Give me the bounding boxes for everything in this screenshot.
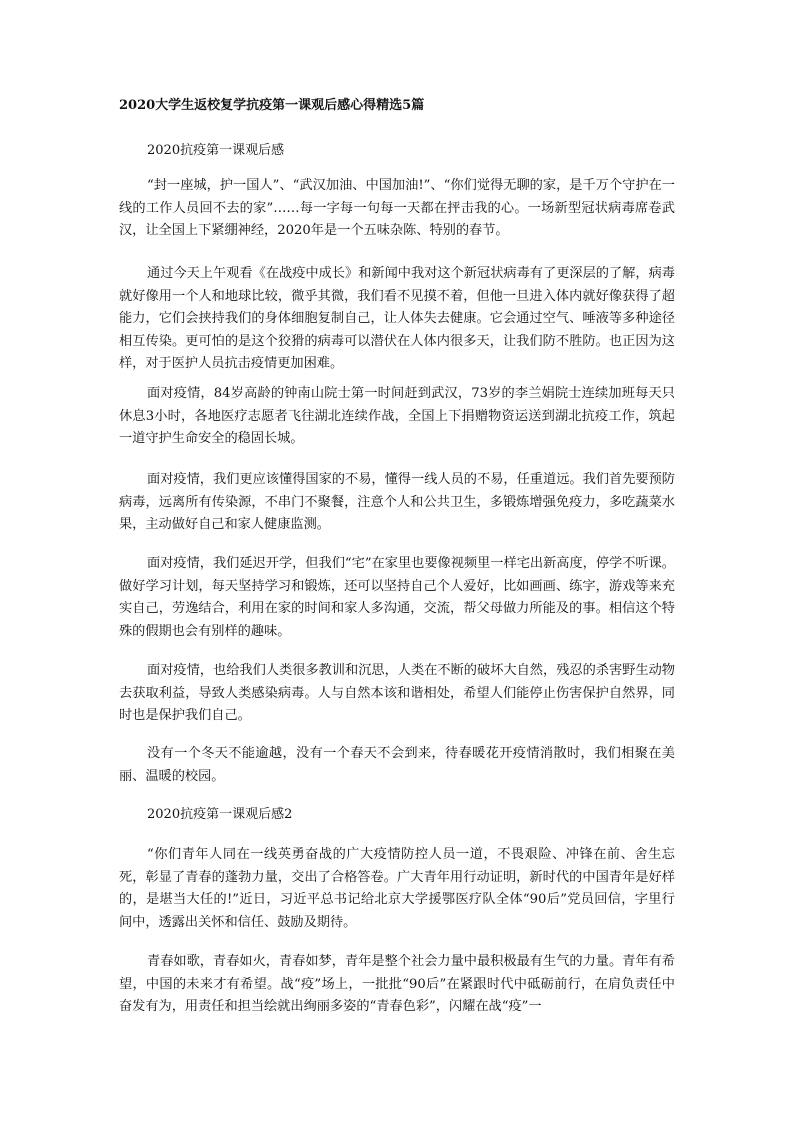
paragraph: 面对疫情，我们更应该懂得国家的不易，懂得一线人员的不易，任重道远。我们首先要预防病毒，远离所有传染源，不串门不聚餐，注意个人和公共卫生，多锻炼增强免疫力，多吃蔬菜水果，主动做好自己和家人健康监测。: [119, 472, 675, 533]
paragraph: 通过今天上午观看《在战疫中成长》和新闻中我对这个新冠状病毒有了更深层的了解，病毒就好像用一个人和地球比较，微乎其微，我们看不见摸不着，但他一旦进入体内就好像获得了超能力，它们会挟持我们的身体细胞复制自己，让人体失去健康。它会通过空气、唾液等多种途径相互传染。更可怕的是这个狡猾的病毒可以潜伏在人体内很多天，让我们防不胜防。也正因为这样，对于医护人员抗击疫情更加困难。: [119, 266, 675, 372]
paragraph: “封一座城，护一国人”、“武汉加油、中国加油!”、“你们觉得无聊的家，是千万个守护在一线的工作人员回不去的家”……每一字每一句每一天都在抨击我的心。一场新型冠状病毒席卷武汉，让全国上下紧绷神经，2020年是一个五味杂陈、特别的春节。: [119, 178, 675, 239]
paragraph: 面对疫情，也给我们人类很多教训和沉思，人类在不断的破坏大自然，残忍的杀害野生动物去获取利益，导致人类感染病毒。人与自然本该和谐相处，希望人们能停止伤害保护自然界，同时也是保护我们自己。: [119, 663, 675, 724]
section-heading-1: 2020抗疫第一课观后感: [147, 143, 285, 158]
section-heading-2: 2020抗疫第一课观后感2: [147, 807, 293, 822]
paragraph: “你们青年人同在一线英勇奋战的广大疫情防控人员一道，不畏艰险、冲锋在前、舍生忘死，彰显了青春的蓬勃力量，交出了合格答卷。广大青年用行动证明，新时代的中国青年是好样的，是堪当大任的!”近日，习近平总书记给北京大学援鄂医疗队全体“90后”党员回信，字里行间中，透露出关怀和信任、鼓励及期待。: [119, 847, 675, 930]
paragraph: 没有一个冬天不能逾越，没有一个春天不会到来，待春暖花开疫情消散时，我们相聚在美丽、温暖的校园。: [119, 746, 675, 784]
paragraph: 面对疫情，84岁高龄的钟南山院士第一时间赶到武汉，73岁的李兰娟院士连续加班每天只休息3小时，各地医疗志愿者飞往湖北连续作战，全国上下捐赠物资运送到湖北抗疫工作，筑起一道守护生命安全的稳固长城。: [119, 386, 675, 447]
document-title: 2020大学生返校复学抗疫第一课观后感心得精选5篇: [119, 98, 425, 113]
paragraph: 面对疫情，我们延迟开学，但我们“宅”在家里也要像视频里一样宅出新高度，停学不听课。做好学习计划，每天坚持学习和锻炼，还可以坚持自己个人爱好，比如画画、练字，游戏等来充实自己，劳逸结合，利用在家的时间和家人多沟通，交流，帮父母做力所能及的事。相信这个特殊的假期也会有别样的趣味。: [119, 556, 675, 639]
paragraph: 青春如歌，青春如火，青春如梦，青年是整个社会力量中最积极最有生气的力量。青年有希望，中国的未来才有希望。战“疫”场上，一批批“90后”在紧跟时代中砥砺前行，在肩负责任中奋发有为，用责任和担当绘就出绚丽多姿的“青春色彩”，闪耀在战“疫”一: [119, 954, 675, 1015]
